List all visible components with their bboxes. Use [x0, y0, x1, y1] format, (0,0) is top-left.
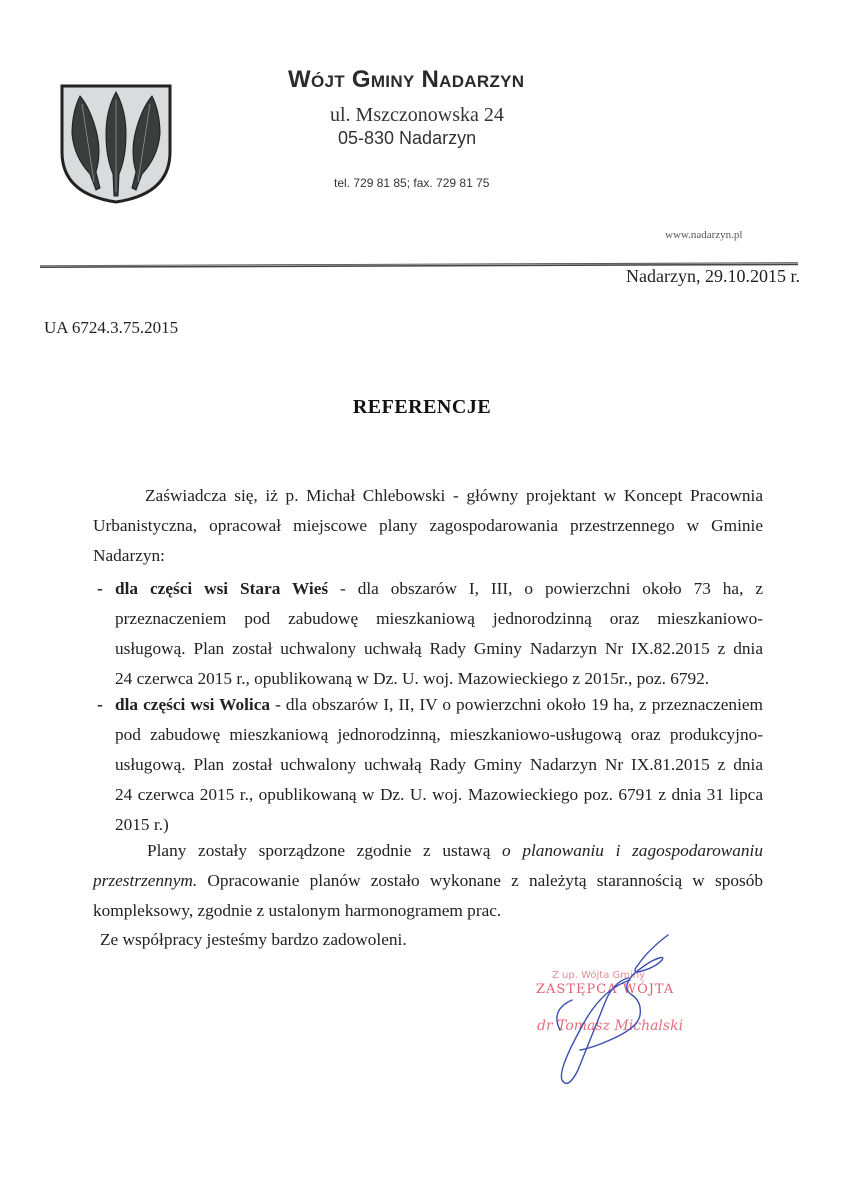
stamp-name: dr Tomasz Michalski — [537, 1018, 684, 1034]
item-line: pod zabudowę mieszkaniową jednorodzinną, mieszkaniowo-usługową oraz produkcyjno- — [115, 725, 763, 744]
act-title: o planowaniu i zagospodarowaniu — [502, 841, 763, 860]
intro-paragraph — [93, 481, 763, 571]
reference-number: UA 6724.3.75.2015 — [44, 318, 179, 337]
stamp-title: ZASTĘPCA WÓJTA — [536, 982, 675, 997]
closing-text: Plany zostały sporządzone zgodnie z ustawą — [147, 841, 503, 860]
item-first-rest: - dla obszarów I, III, o powierzchni około 73 ha, z — [328, 579, 763, 598]
item-first-line — [115, 690, 763, 720]
thanks-sentence: Ze współpracy jesteśmy bardzo zadowoleni. — [100, 930, 407, 949]
item-line: usługową. Plan został uchwalony uchwałą Rady Gminy Nadarzyn Nr IX.82.2015 z dnia — [115, 639, 763, 658]
office-title: Wójt Gminy Nadarzyn — [288, 66, 525, 93]
office-postal: 05-830 Nadarzyn — [338, 128, 477, 148]
item-lead: dla części wsi Stara Wieś — [115, 579, 329, 598]
document-heading: REFERENCJE — [352, 396, 492, 418]
office-phone: tel. 729 81 85; fax. 729 81 75 — [334, 176, 490, 190]
item-line: 2015 r.) — [115, 815, 169, 834]
intro-line: Urbanistyczna, opracował miejscowe plany zagospodarowania przestrzennego w Gminie — [93, 516, 763, 535]
signature-icon — [520, 920, 710, 1100]
plan-item-stara-wies — [97, 574, 763, 694]
intro-line: Zaświadcza się, iż p. Michał Chlebowski - główny projektant w Koncept Pracownia — [145, 486, 763, 505]
closing-line: kompleksowy, zgodnie z ustalonym harmonogramem prac. — [93, 901, 502, 920]
act-title: przestrzennym. — [93, 871, 198, 890]
closing-line — [93, 836, 763, 866]
bullet-dash: - — [97, 579, 103, 598]
bullet-dash: - — [97, 695, 103, 714]
office-street: ul. Mszczonowska 24 — [330, 104, 504, 126]
closing-text: Opracowanie planów zostało wykonane z należytą starannością w sposób — [197, 871, 763, 890]
item-line: 24 czerwca 2015 r., opublikowaną w Dz. U. woj. Mazowieckiego poz. 6791 z dnia 31 lipca — [115, 785, 763, 804]
item-line: 24 czerwca 2015 r., opublikowaną w Dz. U. woj. Mazowieckiego z 2015r., poz. 6792. — [115, 669, 710, 688]
item-first-line — [115, 574, 763, 604]
coat-of-arms-icon — [58, 82, 174, 204]
stamp-line: Z up. Wójta Gminy — [552, 970, 646, 981]
intro-line: Nadarzyn: — [93, 546, 165, 565]
item-lead: dla części wsi Wolica — [115, 695, 271, 714]
item-line: przeznaczeniem pod zabudowę mieszkaniową jednorodzinną oraz mieszkaniowo- — [115, 609, 763, 628]
place-date: Nadarzyn, 29.10.2015 r. — [626, 266, 800, 286]
closing-paragraph — [93, 836, 763, 926]
item-first-rest: - dla obszarów I, II, IV o powierzchni około 19 ha, z przeznaczeniem — [270, 695, 763, 714]
item-line: usługową. Plan został uchwalony uchwałą Rady Gminy Nadarzyn Nr IX.81.2015 z dnia — [115, 755, 763, 774]
closing-line — [93, 866, 763, 896]
office-website[interactable]: www.nadarzyn.pl — [665, 229, 743, 241]
plan-item-wolica — [97, 690, 763, 840]
